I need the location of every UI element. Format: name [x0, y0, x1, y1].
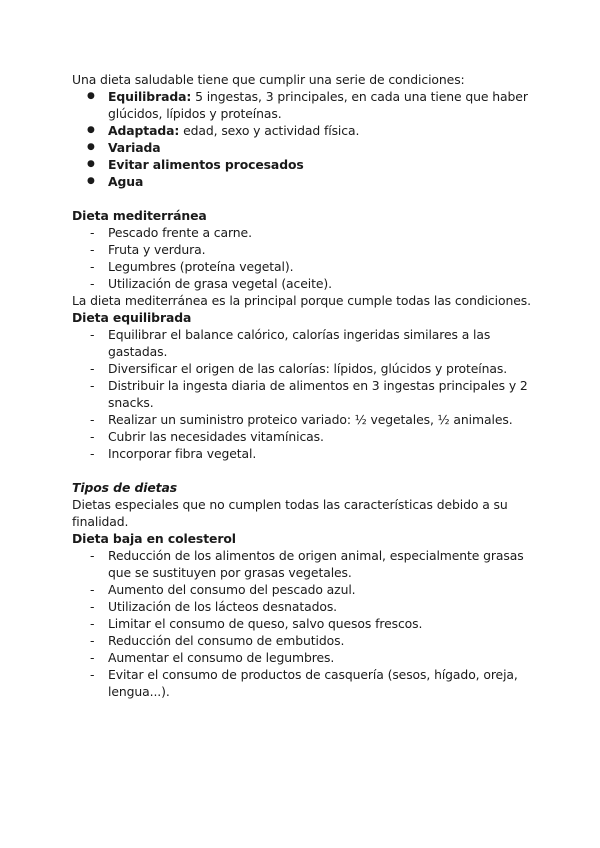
condition-text: 5 ingestas, 3 principales, en cada una tiene que haber glúcidos, lípidos y proteínas.: [108, 89, 528, 121]
section-title-mediterranea: Dieta mediterránea: [72, 208, 207, 223]
list-item: - Aumentar el consumo de legumbres.: [72, 649, 542, 666]
list-item: - Utilización de los lácteos desnatados.: [72, 598, 542, 615]
spacer: [72, 462, 542, 479]
spacer: [72, 190, 542, 207]
condition-item: [72, 139, 542, 156]
list-item: - Incorporar fibra vegetal.: [72, 445, 542, 462]
intro-paragraph: Una dieta saludable tiene que cumplir una serie de condiciones:: [72, 72, 465, 87]
equilibrada-list: [72, 326, 542, 462]
list-item: - Reducción del consumo de embutidos.: [72, 632, 542, 649]
condition-term: Agua: [108, 174, 144, 189]
condition-term: Evitar alimentos procesados: [108, 157, 304, 172]
mediterranea-note: La dieta mediterránea es la principal porque cumple todas las condiciones.: [72, 293, 531, 308]
document-page: [72, 71, 542, 700]
list-item: - Equilibrar el balance calórico, calorías ingeridas similares a las gastadas.: [72, 326, 542, 360]
list-item: - Evitar el consumo de productos de casquería (sesos, hígado, oreja, lengua...).: [72, 666, 542, 700]
section-title-equilibrada: Dieta equilibrada: [72, 310, 192, 325]
condition-term: Adaptada:: [108, 123, 180, 138]
list-item: - Pescado frente a carne.: [72, 224, 542, 241]
tipos-paragraph: Dietas especiales que no cumplen todas las características debido a su finalidad.: [72, 497, 508, 529]
list-item: - Fruta y verdura.: [72, 241, 542, 258]
condition-term: Variada: [108, 140, 161, 155]
condition-item: [72, 88, 542, 122]
condition-item: [72, 156, 542, 173]
section-title-tipos: Tipos de dietas: [72, 480, 178, 495]
mediterranea-list: [72, 224, 542, 292]
list-item: - Limitar el consumo de queso, salvo quesos frescos.: [72, 615, 542, 632]
condition-item: [72, 122, 542, 139]
condition-term: Equilibrada:: [108, 89, 192, 104]
list-item: - Distribuir la ingesta diaria de alimentos en 3 ingestas principales y 2 snacks.: [72, 377, 542, 411]
conditions-list: [72, 88, 542, 190]
list-item: - Diversificar el origen de las calorías: lípidos, glúcidos y proteínas.: [72, 360, 542, 377]
list-item: - Legumbres (proteína vegetal).: [72, 258, 542, 275]
list-item: - Utilización de grasa vegetal (aceite).: [72, 275, 542, 292]
list-item: - Cubrir las necesidades vitamínicas.: [72, 428, 542, 445]
colesterol-list: [72, 547, 542, 700]
list-item: - Reducción de los alimentos de origen animal, especialmente grasas que se sustituyen por grasas vegetales.: [72, 547, 542, 581]
list-item: - Aumento del consumo del pescado azul.: [72, 581, 542, 598]
list-item: - Realizar un suministro proteico variado: ½ vegetales, ½ animales.: [72, 411, 542, 428]
section-title-colesterol: Dieta baja en colesterol: [72, 531, 236, 546]
condition-item: [72, 173, 542, 190]
condition-text: edad, sexo y actividad física.: [179, 123, 360, 138]
